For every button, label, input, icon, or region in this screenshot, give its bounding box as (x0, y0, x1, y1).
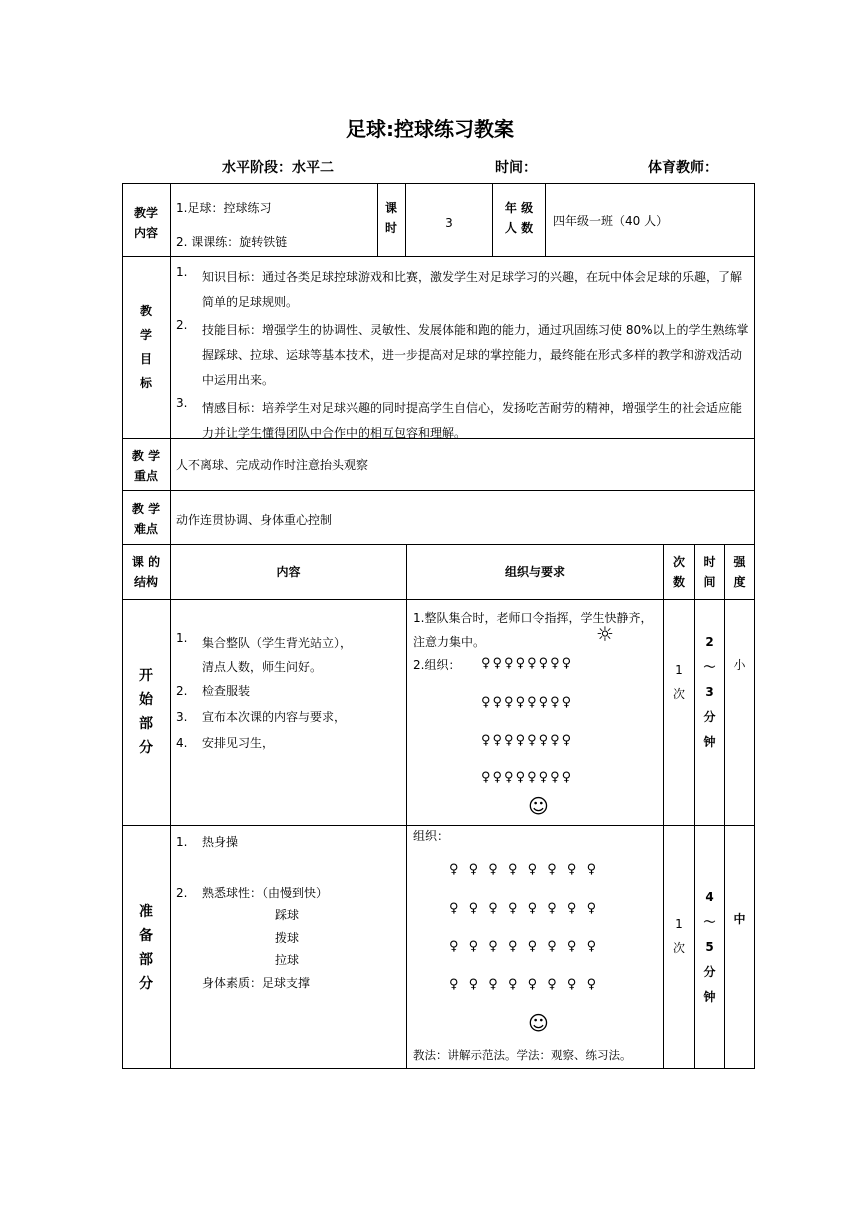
smiley-icon: ☺ (528, 1011, 549, 1035)
intensity-header: 强 度 (733, 555, 746, 589)
start-item-2: 检查服装 (202, 684, 251, 698)
sun-icon: ☼ (596, 622, 614, 646)
prep-sub-3: 拉球 (275, 953, 300, 967)
teaching-content-label: 教学 内容 (133, 206, 158, 240)
prep-org: 组织： (413, 829, 450, 843)
student-row-1: ♀♀♀♀♀♀♀♀ (481, 656, 574, 671)
prep-method: 教法：讲解示范法。学法：观察、练习法。 (413, 1048, 632, 1062)
prep-item-1: 热身操 (202, 835, 239, 849)
student-row-2: ♀♀♀♀♀♀♀♀ (481, 695, 574, 710)
smiley-icon: ☺ (528, 794, 549, 818)
prep-intensity: 中 (733, 912, 746, 926)
prep-sub-1: 踩球 (275, 908, 300, 922)
count-header: 次 数 (672, 555, 685, 589)
goal-num-3: 3. (176, 396, 188, 410)
start-org-2: 2.组织： (413, 658, 461, 672)
difficulty-label: 教 学 难点 (131, 502, 161, 536)
content-item-1: 1.足球：控球练习 (176, 201, 272, 215)
prep-time: 4 ～ 5 分 钟 (703, 890, 716, 1004)
prep-row-4: ♀ ♀ ♀ ♀ ♀ ♀ ♀ ♀ (449, 977, 600, 992)
grade-value: 四年级一班（40 人） (553, 214, 669, 228)
time-label: 时间： (495, 160, 537, 176)
start-num-2: 2. (176, 684, 188, 698)
goal-1: 知识目标：通过各类足球控球游戏和比赛，激发学生对足球学习的兴趣，在玩中体会足球的乐趣，了解简单的足球规则。 (202, 270, 743, 309)
start-intensity: 小 (733, 658, 746, 672)
start-section-label: 开 始 部 分 (139, 668, 153, 756)
key-text: 人不离球、完成动作时注意抬头观察 (176, 458, 369, 472)
goal-3: 情感目标：培养学生对足球兴趣的同时提高学生自信心，发扬吃苦耐劳的精神，增强学生的社会适应能力并让学生懂得团队中合作中的相互包容和理解。 (202, 401, 743, 440)
goal-num-2: 2. (176, 318, 188, 332)
prep-num-1: 1. (176, 835, 188, 849)
grade-label: 年 级 人 数 (504, 201, 534, 235)
goals-label: 教 学 目 标 (139, 304, 152, 390)
content-header: 内容 (276, 565, 301, 579)
start-item-4: 安排见习生， (202, 736, 275, 750)
lesson-hours-label: 课 时 (384, 201, 397, 235)
start-num-1: 1. (176, 631, 188, 645)
structure-label: 课 的 结构 (131, 555, 161, 589)
difficulty-text: 动作连贯协调、身体重心控制 (176, 513, 333, 527)
start-num-3: 3. (176, 710, 188, 724)
level-label: 水平阶段：水平二 (222, 160, 334, 176)
student-row-3: ♀♀♀♀♀♀♀♀ (481, 733, 574, 748)
time-header: 时 间 (703, 555, 716, 589)
goal-2: 技能目标：增强学生的协调性、灵敏性、发展体能和跑的能力，通过巩固练习使 80%以上的学生熟练掌握踩球、拉球、运球等基本技术，进一步提高对足球的掌控能力，最终能在形式多样的教学和游戏活动中运用出来。 (202, 323, 749, 387)
prep-section-label: 准 备 部 分 (139, 904, 153, 992)
prep-row-1: ♀ ♀ ♀ ♀ ♀ ♀ ♀ ♀ (449, 862, 600, 877)
start-org-1: 1.整队集合时，老师口令指挥，学生快静齐，注意力集中。 (413, 611, 653, 649)
prep-count: 1 次 (672, 917, 685, 955)
teacher-label: 体育教师： (648, 160, 718, 176)
page-title: 足球:控球练习教案 (346, 117, 514, 141)
prep-sub-2: 拨球 (275, 931, 300, 945)
organization-header: 组织与要求 (504, 565, 565, 579)
start-item-1: 集合整队（学生背光站立）， 清点人数，师生问好。 (202, 636, 353, 674)
content-item-2: 2. 课课练：旋转铁链 (176, 235, 288, 249)
prep-item-2: 熟悉球性：（由慢到快） (202, 886, 329, 900)
prep-row-3: ♀ ♀ ♀ ♀ ♀ ♀ ♀ ♀ (449, 939, 600, 954)
key-label: 教 学 重点 (131, 449, 161, 483)
prep-row-2: ♀ ♀ ♀ ♀ ♀ ♀ ♀ ♀ (449, 901, 600, 916)
student-row-4: ♀♀♀♀♀♀♀♀ (481, 770, 574, 785)
start-count: 1 次 (672, 663, 685, 701)
lesson-hours-value: 3 (445, 216, 453, 230)
start-item-3: 宣布本次课的内容与要求， (202, 710, 347, 724)
start-num-4: 4. (176, 736, 188, 750)
goal-num-1: 1. (176, 265, 188, 279)
prep-body: 身体素质：足球支撑 (202, 976, 311, 990)
start-time: 2 ～ 3 分 钟 (703, 635, 716, 749)
prep-num-2: 2. (176, 886, 188, 900)
